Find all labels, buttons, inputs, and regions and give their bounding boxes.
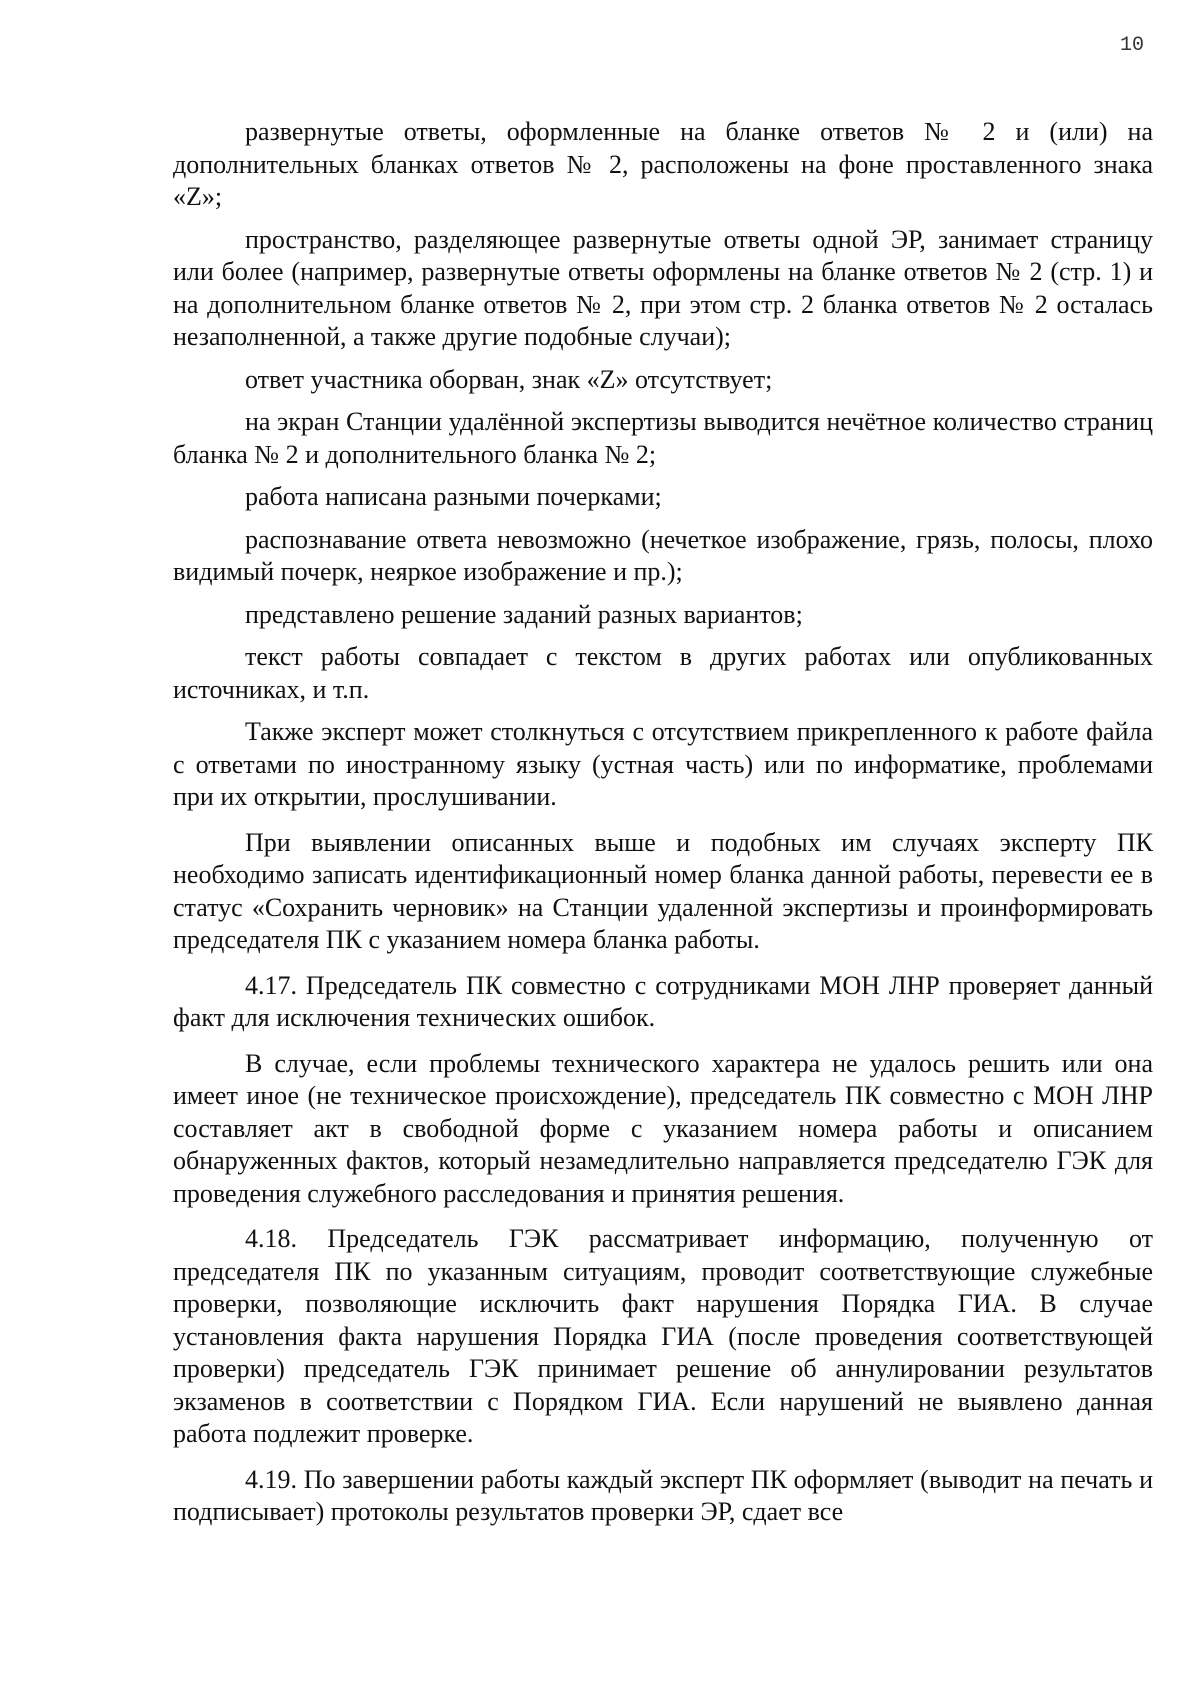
paragraph-7: представлено решение заданий разных вариантов; [245,599,803,629]
paragraph-4-19: 4.19. По завершении работы каждый эксперт ПК оформляет (выводит на печать и подписывает) протоколы результатов проверки ЭР, сдает все [173,1464,1153,1526]
paragraph-2: пространство, разделяющее развернутые ответы одной ЭР, занимает страницу или более (например, развернутые ответы оформлены на бланке ответов № 2 (стр. 1) и на дополнительном бланке ответов № 2, при этом стр. 2 бланка ответов № 2 осталась незаполненной, а также другие подобные случаи); [173,224,1153,351]
paragraph-9: Также эксперт может столкнуться с отсутствием прикрепленного к работе файла с ответами по иностранному языку (устная часть) или по информатике, проблемами при их открытии, прослушивании. [173,717,1153,811]
paragraph-8: текст работы совпадает с текстом в других работах или опубликованных источниках, и т.п. [173,642,1153,704]
paragraph-6: распознавание ответа невозможно (нечеткое изображение, грязь, полосы, плохо видимый почерк, неяркое изображение и пр.); [173,524,1153,586]
document-body [173,116,1153,1539]
paragraph-4-17: 4.17. Председатель ПК совместно с сотрудниками МОН ЛНР проверяет данный факт для исключения технических ошибок. [173,970,1153,1032]
paragraph-4: на экран Станции удалённой экспертизы выводится нечётное количество страниц бланка № 2 и дополнительного бланка № 2; [173,407,1153,469]
paragraph-10: При выявлении описанных выше и подобных им случаях эксперту ПК необходимо записать идентификационный номер бланка данной работы, перевести ее в статус «Сохранить черновик» на Станции удаленной экспертизы и проинформировать председателя ПК с указанием номера бланка работы. [173,827,1153,954]
paragraph-4-18: 4.18. Председатель ГЭК рассматривает информацию, полученную от председателя ПК по указанным ситуациям, проводит соответствующие служебные проверки, позволяющие исключить факт нарушения Порядка ГИА. В случае установления факта нарушения Порядка ГИА (после проведения соответствующей проверки) председатель ГЭК принимает решение об аннулировании результатов экзаменов в соответствии с Порядком ГИА. Если нарушений не выявлено данная работа подлежит проверке. [173,1224,1153,1448]
paragraph-5: работа написана разными почерками; [245,482,662,511]
paragraph-3: ответ участника оборван, знак «Z» отсутствует; [245,364,773,394]
paragraph-1: развернутые ответы, оформленные на бланке ответов № 2 и (или) на дополнительных бланках ответов № 2, расположены на фоне проставленного знака «Z»; [173,117,1153,211]
page-number: 10 [1119,34,1144,57]
paragraph-12: В случае, если проблемы технического характера не удалось решить или она имеет иное (не техническое происхождение), председатель ПК совместно с МОН ЛНР составляет акт в свободной форме с указанием номера работы и описанием обнаруженных фактов, который незамедлительно направляется председателю ГЭК для проведения служебного расследования и принятия решения. [173,1048,1153,1208]
